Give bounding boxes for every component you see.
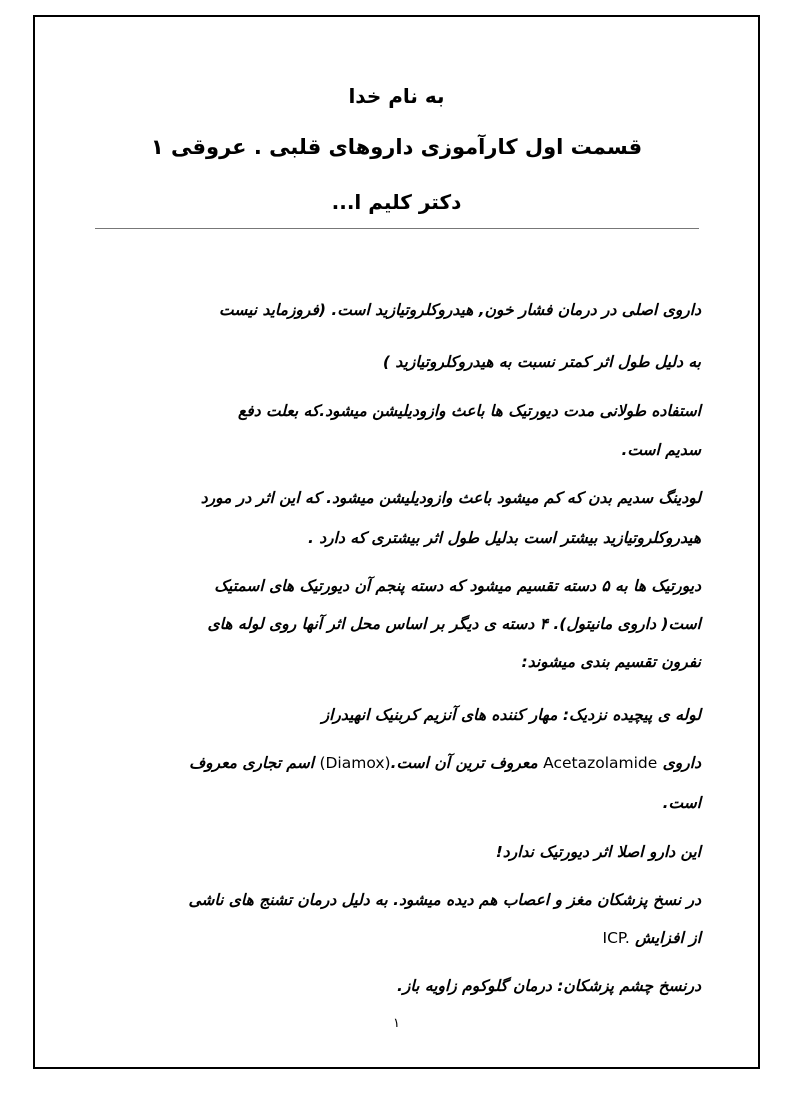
- paragraph-line: درنسخ چشم پزشکان: درمان گلوکوم زاویه باز.: [397, 977, 701, 995]
- abbreviation-icp: ICP.: [602, 929, 630, 947]
- author-name: دکتر کلیم ا...: [331, 190, 462, 214]
- paragraph-line-drug: [101, 745, 701, 782]
- paragraph-line: دیورتیک ها به ۵ دسته تقسیم میشود که دسته پنجم آن دیورتیک های اسمتیک: [214, 577, 701, 595]
- paragraph-line: استفاده طولانی مدت دیورتیک ها باعث وازودیلیشن میشود.که بعلت دفع: [238, 402, 701, 420]
- text-segment: اسم تجاری معروف: [189, 754, 320, 772]
- paragraph-line: سدیم است.: [621, 441, 701, 459]
- paragraph-line: در نسخ پزشکان مغز و اعصاب هم دیده میشود. به دلیل درمان تشنج های ناشی: [188, 891, 701, 909]
- drug-name: Acetazolamide: [543, 754, 658, 772]
- page-title: قسمت اول کارآموزی داروهای قلبی . عروقی ۱: [150, 135, 643, 159]
- paragraph-line: است.: [662, 794, 701, 812]
- paragraph-line: داروی اصلی در درمان فشار خون, هیدروکلروتیازید است. (فروزماید نیست: [219, 301, 701, 319]
- paragraph-line: این دارو اصلا اثر دیورتیک ندارد!: [495, 843, 701, 861]
- paragraph-line: هیدروکلروتیازید بیشتر است بدلیل طول اثر بیشتری که دارد .: [307, 529, 701, 547]
- page-title-basmala: به نام خدا: [348, 84, 445, 108]
- brand-name: (Diamox): [319, 754, 391, 772]
- paragraph-line: لوله ی پیچیده نزدیک: مهار کننده های آنزیم کربنیک انهیدراز: [321, 706, 701, 724]
- paragraph-line: به دلیل طول اثر کمتر نسبت به هیدروکلروتیازید ): [382, 353, 701, 371]
- text-segment: از افزایش: [629, 929, 701, 947]
- paragraph-line-icp: [101, 920, 701, 957]
- text-segment: داروی: [657, 754, 701, 772]
- paragraph-line: است( داروی مانیتول). ۴ دسته ی دیگر بر اساس محل اثر آنها روی لوله های: [207, 615, 701, 633]
- header-divider: [95, 228, 699, 229]
- page-number: ۱: [393, 1016, 400, 1031]
- paragraph-line: نفرون تقسیم بندی میشوند:: [521, 653, 701, 671]
- paragraph-line: لودینگ سدیم بدن که کم میشود باعث وازودیلیشن میشود. که این اثر در مورد: [200, 489, 701, 507]
- text-segment: معروف ترین آن است.: [390, 754, 544, 772]
